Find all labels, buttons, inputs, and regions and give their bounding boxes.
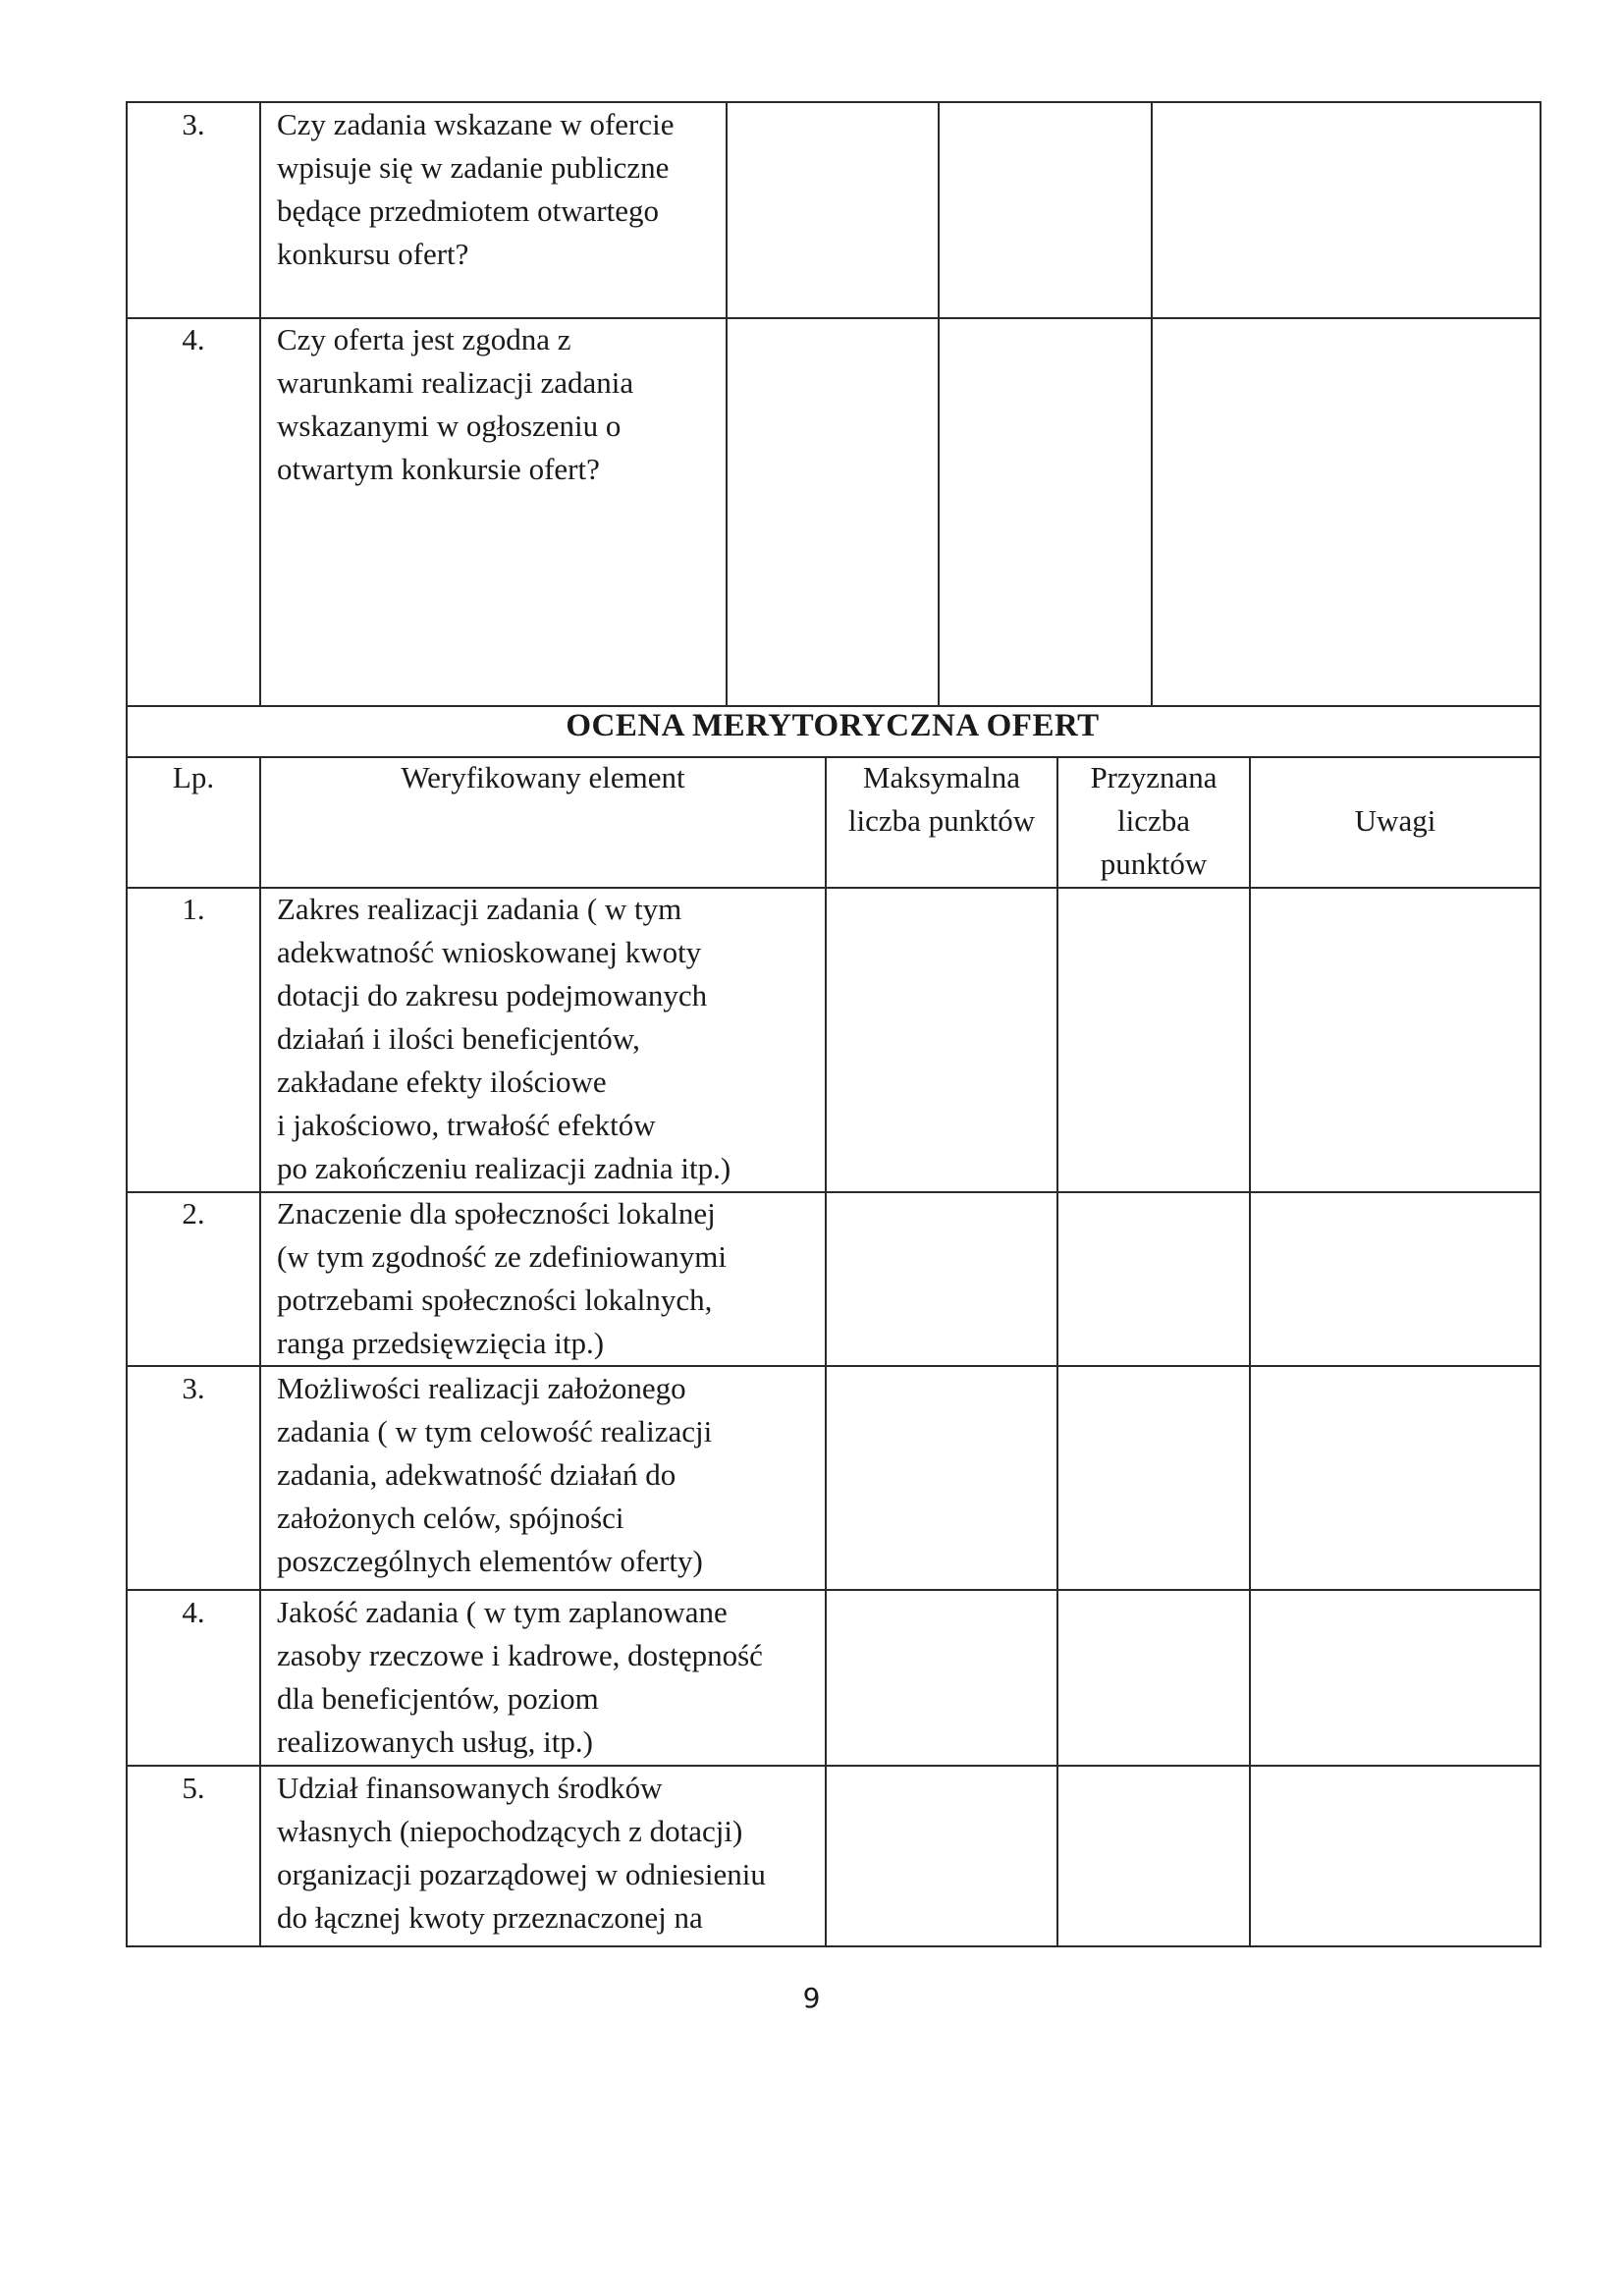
table-border [938,101,940,707]
criterion-text: Znaczenie dla społeczności lokalnej (w tym zgodność ze zdefiniowanymi potrzebami społeczności lokalnych, ranga przedsięwzięcia itp.) [277,1196,727,1360]
page-number: 9 [802,1982,821,2014]
criterion-text: Zakres realizacji zadania ( w tym adekwatność wnioskowanej kwoty dotacji do zakresu podejmowanych działań i ilości beneficjentów, zakładane efekty ilościowe i jakościowo, trwałość efektów po zakończeniu realizacji zadnia itp.) [277,892,731,1185]
table-border [126,101,128,1947]
row-number: 2. [182,1196,205,1230]
header-remarks: Uwagi [1354,803,1436,838]
criterion-text: Udział finansowanych środków własnych (niepochodzących z dotacji) organizacji pozarządowej w odniesieniu do łącznej kwoty przeznaczonej na [277,1771,766,1935]
row-number: 4. [182,1595,205,1629]
table-border [126,1945,1542,1947]
table-border [1540,101,1542,1947]
table-border [1249,756,1251,1947]
question-text: Czy oferta jest zgodna z warunkami realizacji zadania wskazanymi w ogłoszeniu o otwartym konkursie ofert? [277,322,634,486]
section-title: OCENA MERYTORYCZNA OFERT [566,708,1100,743]
table-border [259,756,261,1947]
criterion-text: Jakość zadania ( w tym zaplanowane zasoby rzeczowe i kadrowe, dostępność dla beneficjentów, poziom realizowanych usług, itp.) [277,1595,763,1759]
table-border [1056,756,1058,1947]
header-awarded-points: Przyznana liczba punktów [1090,760,1217,881]
table-border [726,101,728,707]
row-number: 4. [182,322,205,356]
row-number: 3. [182,1371,205,1405]
row-number: 3. [182,107,205,141]
criterion-text: Możliwości realizacji założonego zadania ( w tym celowość realizacji zadania, adekwatność działań do założonych celów, spójności poszczególnych elementów oferty) [277,1371,713,1578]
question-text: Czy zadania wskazane w ofercie wpisuje się w zadanie publiczne będące przedmiotem otwartego konkursu ofert? [277,107,675,271]
table-border [825,756,827,1947]
header-max-points: Maksymalna liczba punktów [847,760,1036,838]
row-number: 1. [182,892,205,926]
header-element: Weryfikowany element [401,760,685,794]
row-number: 5. [182,1771,205,1805]
header-lp: Lp. [172,760,215,794]
table-border [1151,101,1153,707]
table-border [259,101,261,707]
